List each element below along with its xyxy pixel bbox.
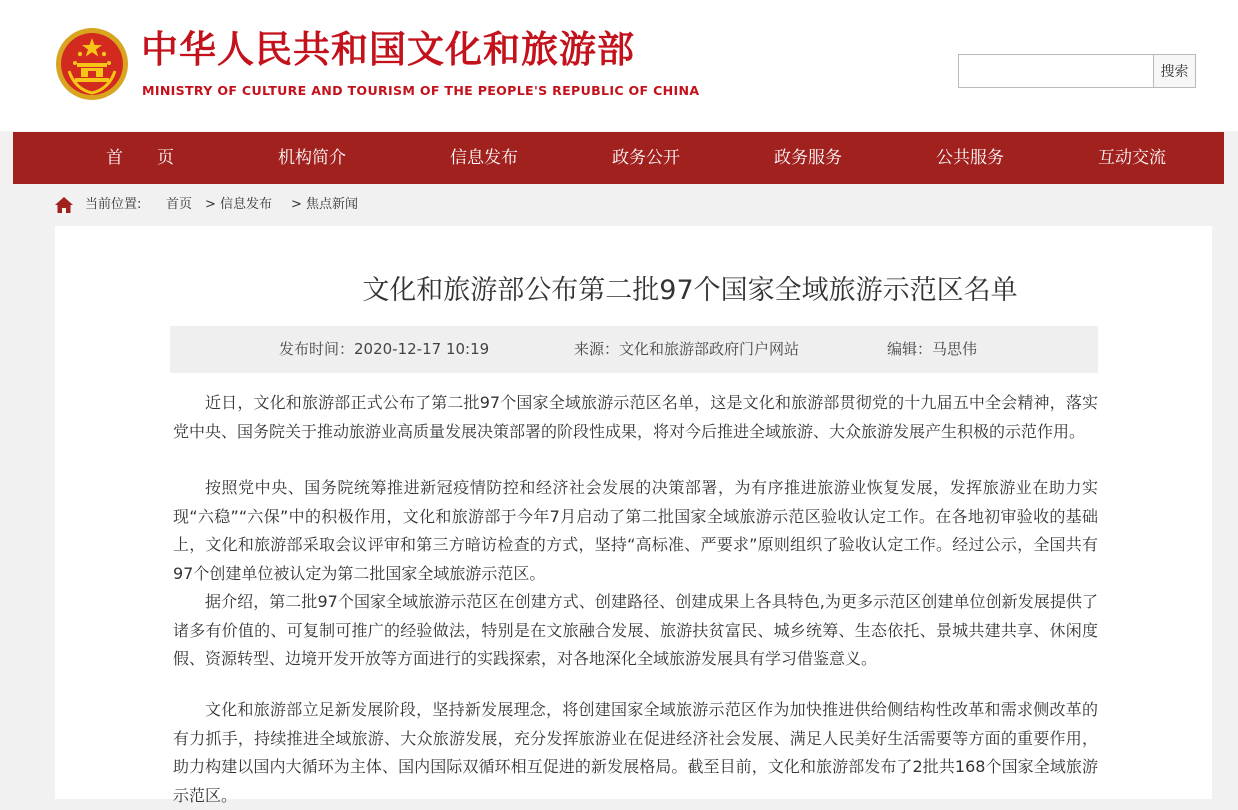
- article-paragraph: 据介绍，第二批97个国家全域旅游示范区在创建方式、创建路径、创建成果上各具特色,为更多示范区创建单位创新发展提供了诸多有价值的、可复制可推广的经验做法，特别是在文旅融合发展、旅游扶贫富民、城乡统筹、生态依托、景城共建共享、休闲度假、资源转型、边境开发开放等方面进行的实践探索，对各地深化全域旅游发展具有学习借鉴意义。: [173, 592, 1098, 669]
- nav-item-gov-affairs[interactable]: 政务公开: [612, 148, 680, 168]
- site-header: [0, 0, 1238, 131]
- nav-item-home[interactable]: 首 页: [106, 148, 174, 168]
- article-meta-bar: [170, 326, 1098, 373]
- main-navbar: [13, 132, 1224, 184]
- national-emblem-icon[interactable]: [55, 27, 129, 101]
- article-paragraph: 近日，文化和旅游部正式公布了第二批97个国家全域旅游示范区名单，这是文化和旅游部贯彻党的十九届五中全会精神，落实党中央、国务院关于推动旅游业高质量发展决策部署的阶段性成果，将对今后推进全域旅游、大众旅游发展产生积极的示范作用。: [173, 393, 1098, 441]
- nav-item-interaction[interactable]: 互动交流: [1098, 148, 1166, 168]
- publish-time: 发布时间：2020-12-17 10:19: [279, 340, 490, 358]
- home-icon: [55, 197, 73, 213]
- breadcrumb-focus-link[interactable]: > 焦点新闻: [291, 197, 359, 212]
- site-title[interactable]: 中华人民共和国文化和旅游部: [141, 28, 635, 71]
- breadcrumb-label: 当前位置:: [85, 197, 142, 212]
- site-subtitle: MINISTRY OF CULTURE AND TOURISM OF THE PEOPLE'S REPUBLIC OF CHINA: [142, 83, 700, 98]
- breadcrumb-news-link[interactable]: > 信息发布: [205, 197, 273, 212]
- search-button[interactable]: 搜索: [1154, 54, 1196, 88]
- search-input[interactable]: [958, 54, 1154, 88]
- article-title: 文化和旅游部公布第二批97个国家全域旅游示范区名单: [362, 275, 1018, 306]
- article-editor: 编辑：马思伟: [887, 340, 978, 358]
- article-paragraph: 文化和旅游部立足新发展阶段，坚持新发展理念，将创建国家全域旅游示范区作为加快推进供给侧结构性改革和需求侧改革的有力抓手，持续推进全域旅游、大众旅游发展，充分发挥旅游业在促进经济社会发展、满足人民美好生活需要等方面的重要作用，助力构建以国内大循环为主体、国内国际双循环相互促进的新发展格局。截至目前，文化和旅游部发布了2批共168个国家全域旅游示范区。: [173, 700, 1098, 805]
- article-container: [55, 226, 1212, 805]
- nav-item-public-services[interactable]: 公共服务: [936, 148, 1004, 168]
- breadcrumb-home-link[interactable]: 首页: [166, 197, 193, 212]
- nav-item-gov-services[interactable]: 政务服务: [774, 148, 842, 168]
- nav-item-news[interactable]: 信息发布: [450, 148, 518, 168]
- nav-item-about[interactable]: 机构简介: [278, 148, 346, 168]
- article-paragraph: 按照党中央、国务院统筹推进新冠疫情防控和经济社会发展的决策部署，为有序推进旅游业恢复发展，发挥旅游业在助力实现“六稳”“六保”中的积极作用，文化和旅游部于今年7月启动了第二批国家全域旅游示范区验收认定工作。在各地初审验收的基础上，文化和旅游部采取会议评审和第三方暗访检查的方式，坚持“高标准、严要求”原则组织了验收认定工作。经过公示，全国共有97个创建单位被认定为第二批国家全域旅游示范区。: [173, 478, 1098, 583]
- article-source: 来源：文化和旅游部政府门户网站: [574, 340, 800, 358]
